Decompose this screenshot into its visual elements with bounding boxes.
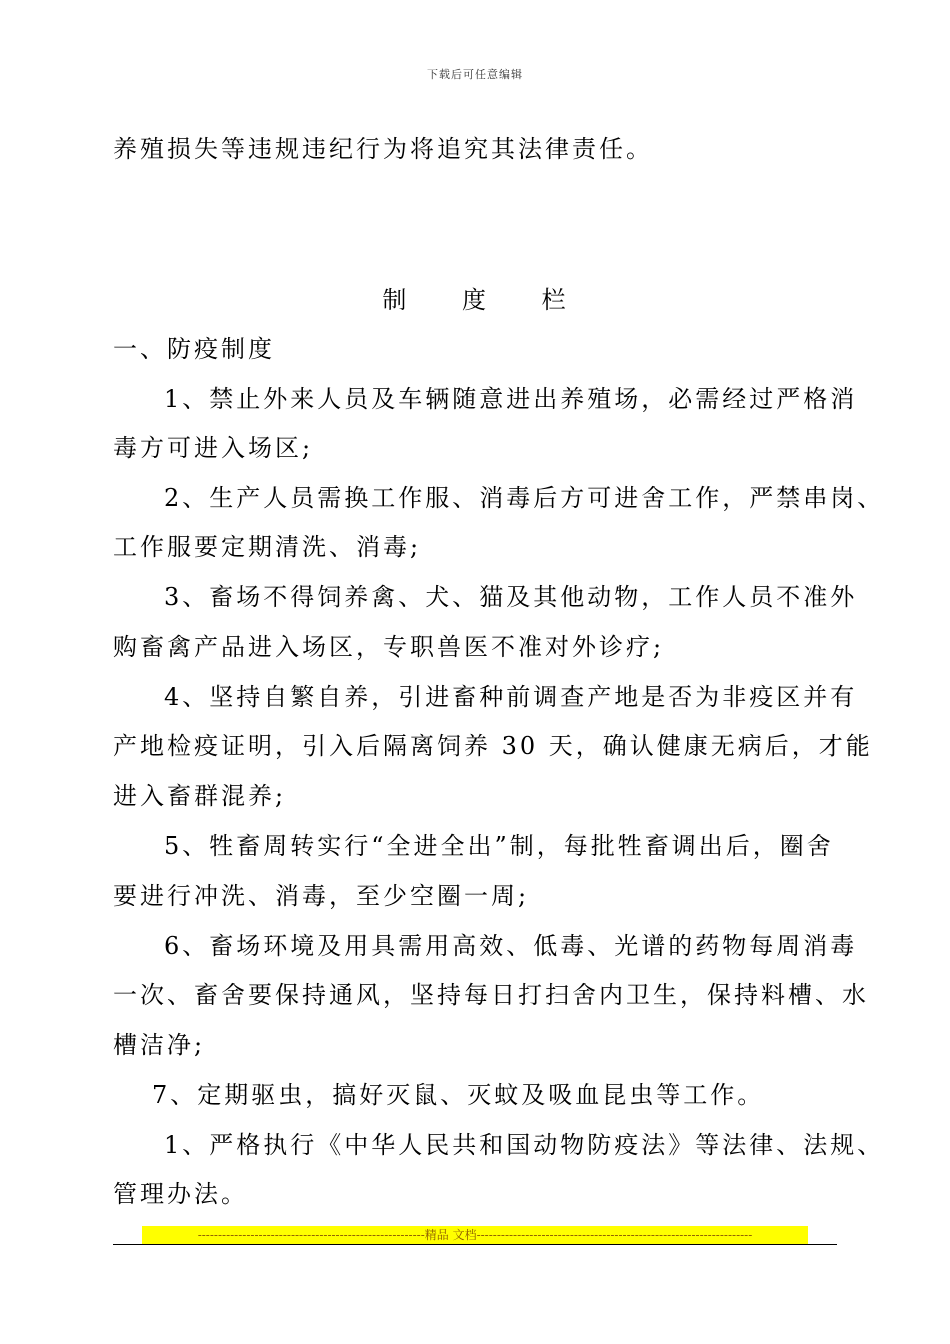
paragraph-line: 7、定期驱虫，搞好灭鼠、灭蚊及吸血昆虫等工作。 — [152, 1081, 765, 1109]
title-char-2: 度 — [462, 286, 488, 314]
paragraph-line: 5、牲畜周转实行“全进全出”制，每批牲畜调出后，圈舍 — [164, 832, 834, 860]
paragraph-line: 3、畜场不得饲养禽、犬、猫及其他动物，工作人员不准外 — [164, 583, 858, 611]
paragraph-line: 4、坚持自繁自养，引进畜种前调查产地是否为非疫区并有 — [164, 683, 858, 711]
paragraph-line: 进入畜群混养; — [113, 782, 287, 810]
paragraph-line: 工作服要定期清洗、消毒; — [113, 533, 422, 561]
intro-line: 养殖损失等违规违纪行为将追究其法律责任。 — [113, 135, 653, 163]
paragraph-line: 毒方可进入场区; — [113, 434, 314, 462]
section-heading: 一、防疫制度 — [113, 335, 275, 363]
footer-divider — [113, 1244, 837, 1245]
paragraph-line: 2、生产人员需换工作服、消毒后方可进舍工作，严禁串岗、 — [164, 484, 885, 512]
footer-banner: --------------------------------------------------------精品 文档-------------------------------------------------------------------- — [142, 1226, 808, 1244]
paragraph-line: 购畜禽产品进入场区，专职兽医不准对外诊疗; — [113, 633, 665, 661]
page-header-note: 下载后可任意编辑 — [427, 68, 523, 81]
paragraph-line: 管理办法。 — [113, 1180, 248, 1208]
paragraph-line: 一次、畜舍要保持通风，坚持每日打扫舍内卫生，保持料槽、水 — [113, 981, 869, 1009]
paragraph-line: 要进行冲洗、消毒，至少空圈一周; — [113, 882, 530, 910]
paragraph-line: 槽洁净; — [113, 1031, 206, 1059]
paragraph-line: 1、禁止外来人员及车辆随意进出养殖场，必需经过严格消 — [164, 385, 858, 413]
paragraph-line: 1、严格执行《中华人民共和国动物防疫法》等法律、法规、 — [164, 1131, 885, 1159]
page-title — [0, 283, 950, 317]
paragraph-line: 6、畜场环境及用具需用高效、低毒、光谱的药物每周消毒 — [164, 932, 858, 960]
paragraph-line: 产地检疫证明，引入后隔离饲养 30 天，确认健康无病后，才能 — [113, 732, 873, 760]
title-char-1: 制 — [382, 286, 409, 314]
title-char-3: 栏 — [541, 286, 568, 314]
